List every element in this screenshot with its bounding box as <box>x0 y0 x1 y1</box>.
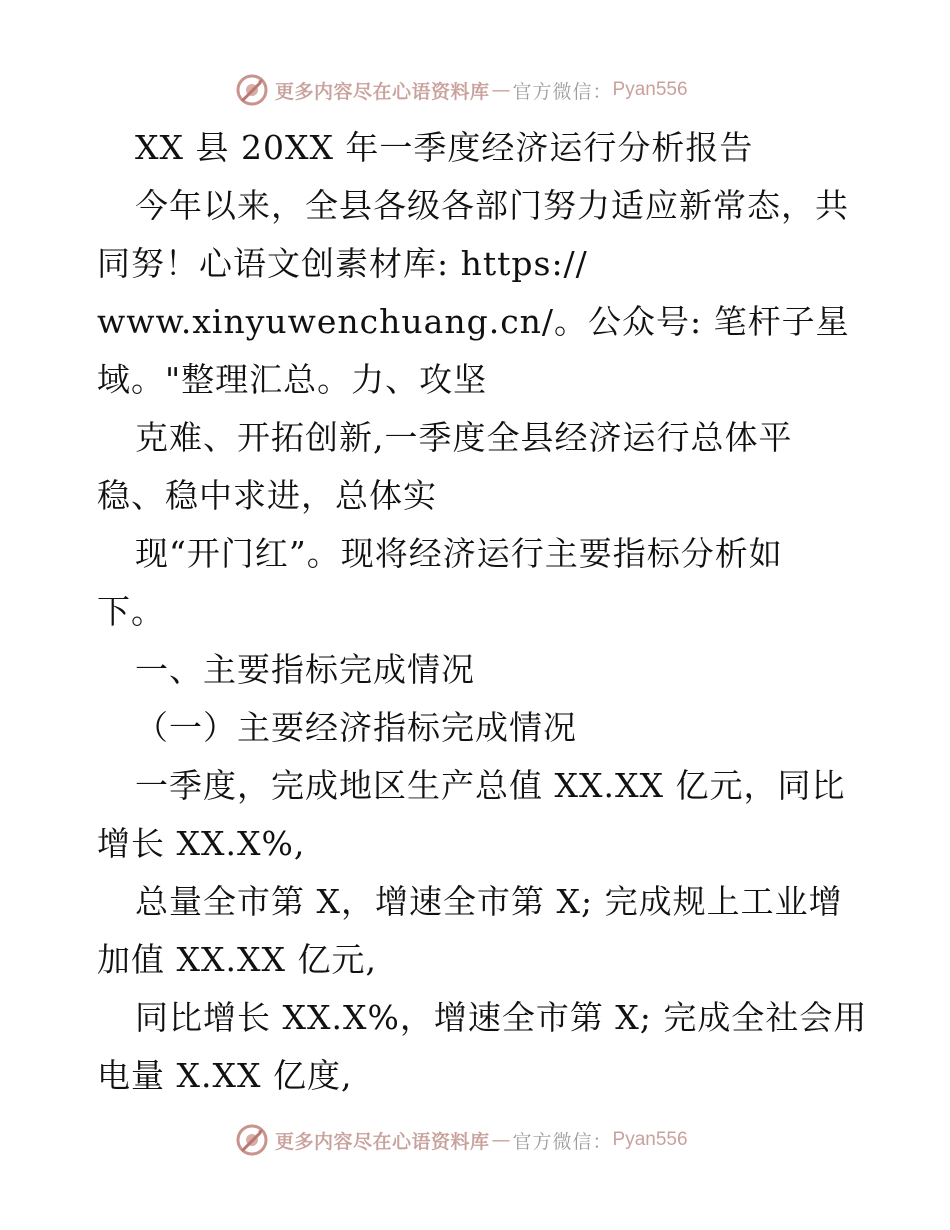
watermark-official-label: 官方微信： <box>512 1130 613 1153</box>
section-heading: 一、主要指标完成情况 <box>135 650 475 689</box>
watermark-main-text: 更多内容尽在心语资料库 <box>275 1130 490 1153</box>
brand-logo-icon <box>235 73 269 107</box>
watermark-dash: — <box>491 1129 511 1151</box>
watermark-banner-bottom <box>235 1120 688 1160</box>
document-title: XX 县 20XX 年一季度经济运行分析报告 <box>135 128 754 167</box>
paragraph-line: 克难、开拓创新,一季度全县经济运行总体平 <box>135 418 793 457</box>
paragraph-line: www.xinyuwenchuang.cn/。公众号: 笔杆子星 <box>97 302 850 341</box>
watermark-wechat-id: Pyan556 <box>612 79 688 100</box>
watermark-main-text: 更多内容尽在心语资料库 <box>275 80 490 103</box>
paragraph-line: 一季度，完成地区生产总值 XX.XX 亿元，同比 <box>135 766 846 805</box>
paragraph-line: 同努！心语文创素材库: https:// <box>97 244 588 283</box>
watermark-official-label: 官方微信： <box>512 80 613 103</box>
paragraph-line: 增长 XX.X%, <box>97 824 306 863</box>
paragraph-line: 今年以来，全县各级各部门努力适应新常态，共 <box>135 186 849 225</box>
paragraph-line: 域。"整理汇总。力、攻坚 <box>97 360 488 399</box>
watermark-dash: — <box>491 79 511 101</box>
paragraph-line: 现“开门红”。现将经济运行主要指标分析如 <box>135 534 783 573</box>
watermark-banner-top <box>235 70 688 110</box>
paragraph-line: 下。 <box>97 592 165 631</box>
paragraph-line: 同比增长 XX.X%，增速全市第 X; 完成全社会用 <box>135 998 868 1037</box>
paragraph-line: 总量全市第 X，增速全市第 X; 完成规上工业增 <box>135 882 843 921</box>
paragraph-line: 加值 XX.XX 亿元, <box>97 940 377 979</box>
paragraph-line: 电量 X.XX 亿度, <box>97 1056 353 1095</box>
subsection-heading: （一）主要经济指标完成情况 <box>135 708 577 747</box>
watermark-wechat-id: Pyan556 <box>612 1129 688 1150</box>
paragraph-line: 稳、稳中求进，总体实 <box>97 476 437 515</box>
brand-logo-icon <box>235 1123 269 1157</box>
